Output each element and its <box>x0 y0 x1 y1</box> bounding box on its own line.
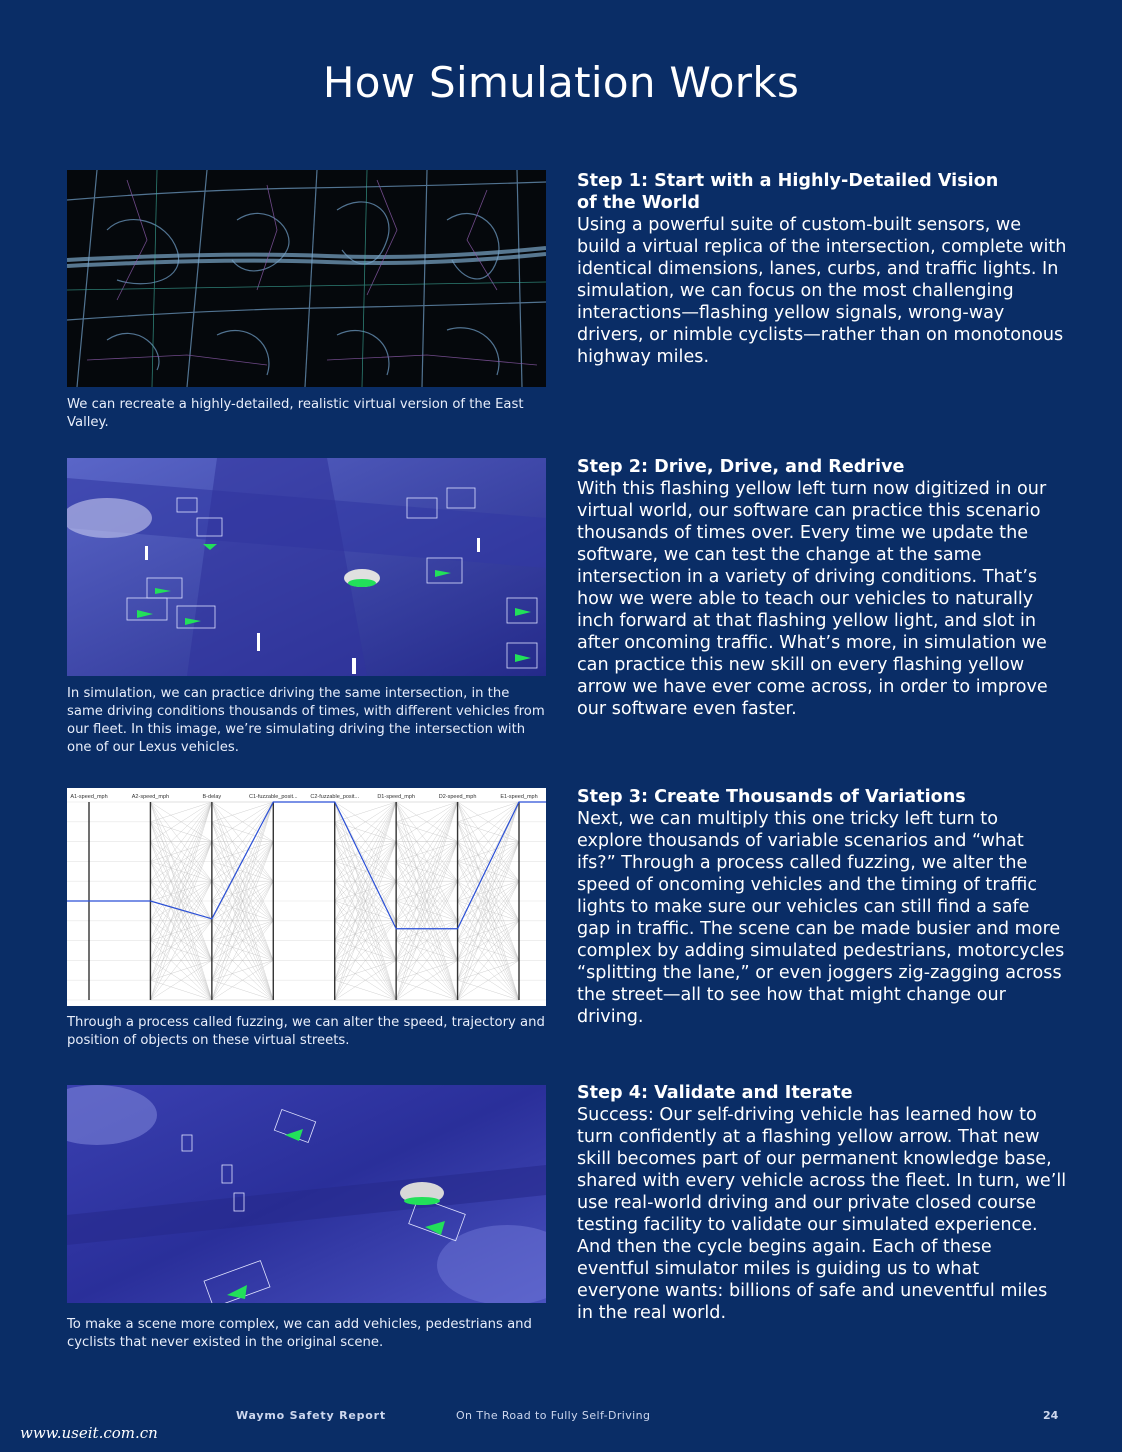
step4-section <box>577 1082 1067 1324</box>
step3-caption: Through a process called fuzzing, we can alter the speed, trajectory and position of objects on these virtual streets. <box>67 1015 545 1048</box>
fuzz-axis-label-3: C1-fuzzable_posit... <box>248 794 298 800</box>
step3-body: Next, we can multiply this one tricky left turn to explore thousands of variable scenarios and “what ifs?” Through a process called fuzzing, we alter the speed of oncoming vehicles and the timing of traffic lights to make sure our vehicles can still find a safe gap in traffic. The scene can be made busier and more complex by adding simulated pedestrians, motorcycles “splitting the lane,” or even joggers zig-zagging across the street—all to see how that might change our driving. <box>577 809 1065 1027</box>
step2-body: With this flashing yellow left turn now digitized in our virtual world, our software can practice this scenario thousands of times over. Every time we update the software, we can test the change at the same intersection in a variety of driving conditions. That’s how we were able to teach our vehicles to naturally inch forward at that flashing yellow light, and slot in after oncoming traffic. What’s more, in simulation we can practice this new skill on every flashing yellow arrow we have ever come across, in order to improve our software even faster. <box>577 479 1048 719</box>
step3-title: Step 3: Create Thousands of Variations <box>577 787 966 807</box>
fuzz-chart <box>67 788 546 1006</box>
step1-title-line2: of the World <box>577 193 701 213</box>
step1-title <box>577 170 1067 214</box>
footer-page-number: 24 <box>1043 1409 1059 1422</box>
east-valley-map-image <box>67 170 546 387</box>
complex-scene-image <box>67 1085 546 1303</box>
step2-caption: In simulation, we can practice driving the same intersection, in the same driving conditions thousands of times, with different vehicles from our fleet. In this image, we’re simulating driving the intersection with one of our Lexus vehicles. <box>67 686 545 755</box>
fuzz-axis-label-2: B-delay <box>202 794 222 800</box>
footer-report-name: Waymo Safety Report <box>236 1409 386 1422</box>
fuzz-highlight-line <box>67 802 546 929</box>
step4-caption: To make a scene more complex, we can add vehicles, pedestrians and cyclists that never existed in the original scene. <box>67 1317 532 1350</box>
step1-body: Using a powerful suite of custom-built sensors, we build a virtual replica of the intersection, complete with identical dimensions, lanes, curbs, and traffic lights. In simulation, we can focus on the most challenging interactions—flashing yellow signals, wrong-way drivers, or nimble cyclists—rather than on monotonous highway miles. <box>577 215 1067 367</box>
fuzz-axis-label-4: C2-fuzzable_posit... <box>310 794 360 800</box>
fuzz-axis-label-6: D2-speed_mph <box>438 794 477 800</box>
footer-section-name: On The Road to Fully Self-Driving <box>456 1409 651 1422</box>
step3-section <box>577 786 1067 1028</box>
step2-title: Step 2: Drive, Drive, and Redrive <box>577 457 905 477</box>
step4-body: Success: Our self-driving vehicle has learned how to turn confidently at a flashing yellow arrow. That new skill becomes part of our permanent knowledge base, shared with every vehicle across the fleet. In turn, we’ll use real-world driving and our private closed course testing facility to validate our simulated experience. And then the cycle begins again. Each of these eventful simulator miles is guiding us to what everyone wants: billions of safe and uneventful miles in the real world. <box>577 1105 1067 1323</box>
step1-title-line1: Step 1: Start with a Highly-Detailed Vision <box>577 171 999 191</box>
fuzz-axis-label-7: E1-speed_mph <box>500 794 538 800</box>
step4-title: Step 4: Validate and Iterate <box>577 1083 853 1103</box>
step2-section <box>577 456 1067 720</box>
fuzz-axis-label-1: A2-speed_mph <box>131 794 170 800</box>
fuzzing-parallel-coordinates-image <box>67 788 546 1006</box>
fuzz-axis-label-0: A1-speed_mph <box>70 794 108 800</box>
fuzz-axis-label-5: D1-speed_mph <box>377 794 415 800</box>
watermark: www.useit.com.cn <box>20 1424 158 1442</box>
step1-caption: We can recreate a highly-detailed, realistic virtual version of the East Valley. <box>67 397 524 430</box>
step1-section <box>577 170 1067 368</box>
intersection-simulation-image <box>67 458 546 676</box>
page-title: How Simulation Works <box>322 58 800 107</box>
